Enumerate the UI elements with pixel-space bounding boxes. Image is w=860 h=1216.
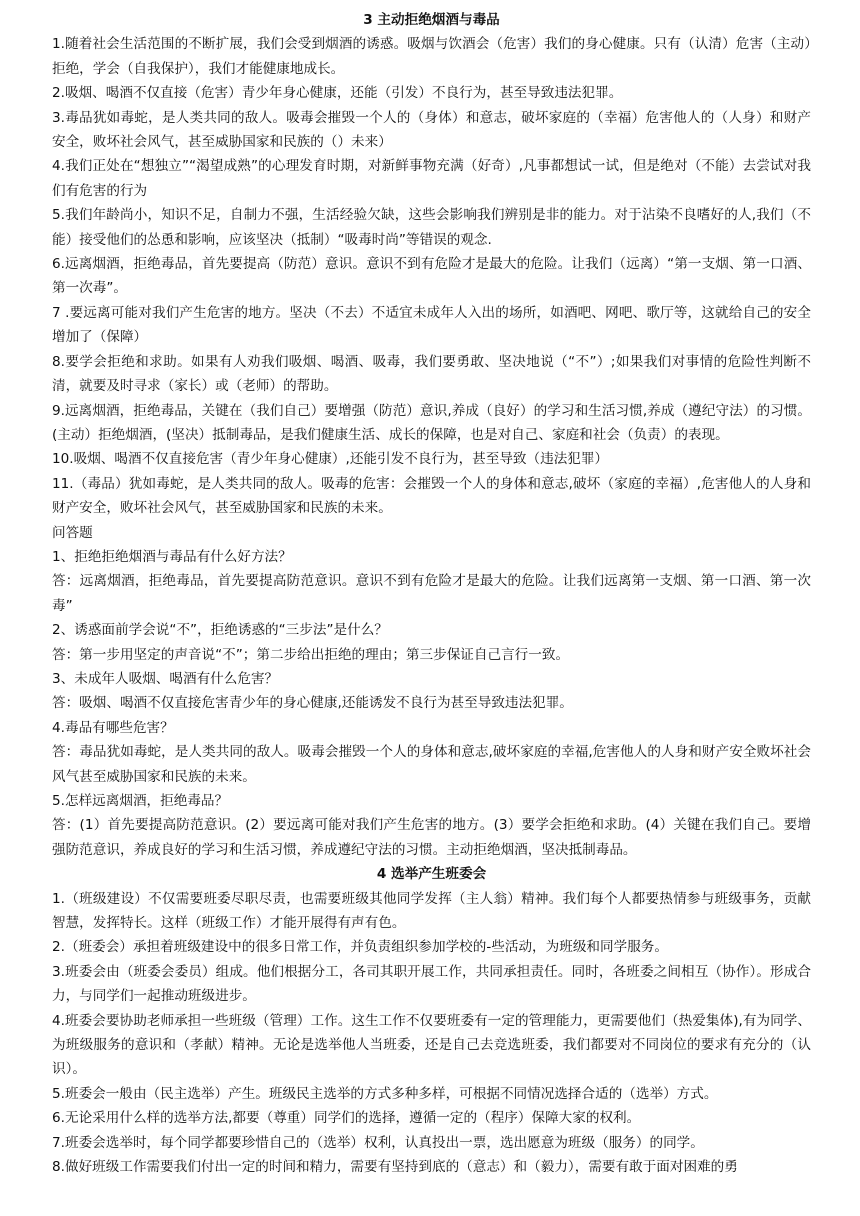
- qa-list: [52, 545, 811, 862]
- qa-question: 4.毒品有哪些危害？: [52, 719, 174, 736]
- section-4-title: 4 选举产生班委会: [376, 866, 487, 883]
- section-4-item: 3.班委会由（班委会委员）组成。他们根据分工，各司其职开展工作，共同承担责任。同时，各班委之间相互（协作）。形成合力，与同学们一起推动班级进步。: [52, 963, 811, 1005]
- section-3-item: 10.吸烟、喝酒不仅直接危害（青少年身心健康）,还能引发不良行为，甚至导致（违法犯罪）: [52, 451, 609, 468]
- section-3-item: 6.远离烟酒，拒绝毒品，首先要提高（防范）意识。意识不到有危险才是最大的危险。让我们（远离）“第一支烟、第一口酒、第一次毒”。: [52, 256, 811, 297]
- section-4-items: [52, 887, 811, 1180]
- qa-heading: 问答题: [52, 524, 93, 541]
- section-4-item: 6.无论采用什么样的选举方法,都要（尊重）同学们的选择，遵循一定的（程序）保障大家的权利。: [52, 1110, 641, 1127]
- section-4-item: 8.做好班级工作需要我们付出一定的时间和精力，需要有坚持到底的（意志）和（毅力），需要有敢于面对困难的勇: [52, 1159, 738, 1176]
- qa-question: 1、拒绝拒绝烟酒与毒品有什么好方法？: [52, 548, 292, 565]
- section-3-item: 9.远离烟酒，拒绝毒品，关键在（我们自己）要增强（防范）意识,养成（良好）的学习和生活习惯,养成（遵纪守法）的习惯。(主动）拒绝烟酒，(坚决）抵制毒品，是我们健康生活、成长的保障，也是对自己、家庭和社会（负责）的表现。: [52, 402, 811, 443]
- qa-answer: 答：毒品犹如毒蛇，是人类共同的敌人。吸毒会摧毁一个人的身体和意志,破坏家庭的幸福,危害他人的人身和财产安全败坏社会风气甚至威胁国家和民族的未来。: [52, 744, 811, 785]
- section-3-title: 3 主动拒绝烟酒与毒品: [363, 12, 500, 28]
- qa-answer: 答：(1）首先要提高防范意识。(2）要远离可能对我们产生危害的地方。(3）要学会拒绝和求助。(4）关键在我们自己。要增强防范意识，养成良好的学习和生活习惯，养成遵纪守法的习惯。主动拒绝烟酒，坚决抵制毒品。: [52, 817, 811, 858]
- qa-answer: 答：远离烟酒，拒绝毒品，首先要提高防范意识。意识不到有危险才是最大的危险。让我们远离第一支烟、第一口酒、第一次毒”: [52, 573, 811, 614]
- section-3-item: 2.吸烟、喝酒不仅直接（危害）青少年身心健康，还能（引发）不良行为，甚至导致违法犯罪。: [52, 85, 623, 102]
- section-3-item: 8.要学会拒绝和求助。如果有人劝我们吸烟、喝酒、吸毒，我们要勇敢、坚决地说（“不”）;如果我们对事情的危险性判断不清，就要及时寻求（家长）或（老师）的帮助。: [52, 353, 811, 395]
- section-4-item: 2.（班委会）承担着班级建设中的很多日常工作，并负责组织参加学校的-些活动，为班级和同学服务。: [52, 939, 668, 956]
- section-3-item: 5.我们年龄尚小，知识不足，自制力不强，生活经验欠缺，这些会影响我们辨别是非的能力。对于沾染不良嗜好的人,我们（不能）接受他们的怂恿和影响，应该坚决（抵制）“吸毒时尚”等错误的观念.: [52, 207, 811, 248]
- section-3-item: 1.随着社会生活范围的不断扩展，我们会受到烟酒的诱惑。吸烟与饮酒会（危害）我们的身心健康。只有（认清）危害（主动）拒绝，学会（自我保护），我们才能健康地成长。: [52, 36, 811, 77]
- section-3-items: [52, 32, 811, 520]
- section-4-item: 4.班委会要协助老师承担一些班级（管理）工作。这生工作不仅要班委有一定的管理能力，更需要他们（热爱集体),有为同学、为班级服务的意识和（孝献）精神。无论是选举他人当班委，还是自己去竞选班委，我们都要对不同岗位的要求有充分的（认识）。: [52, 1012, 811, 1078]
- section-3-item: 11.（毒品）犹如毒蛇，是人类共同的敌人。吸毒的危害：会摧毁一个人的身体和意志,破坏（家庭的幸福）,危害他人的人身和财产安全，败坏社会风气，甚至威胁国家和民族的未来。: [52, 475, 811, 517]
- qa-question: 5.怎样远离烟酒，拒绝毒品？: [52, 793, 229, 809]
- qa-question: 3、未成年人吸烟、喝酒有什么危害？: [52, 670, 279, 687]
- section-4-item: 1.（班级建设）不仅需要班委尽职尽责，也需要班级其他同学发挥（主人翁）精神。我们每个人都要热情参与班级事务，贡献智慧，发挥特长。这样（班级工作）才能开展得有声有色。: [52, 890, 811, 932]
- section-3-item: 7 .要远离可能对我们产生危害的地方。坚决（不去）不适宜未成年人入出的场所，如酒吧、网吧、歌厅等，这就给自己的安全增加了（保障）: [52, 304, 811, 346]
- qa-question: 2、诱惑面前学会说“不”，拒绝诱惑的“三步法”是什么？: [52, 622, 388, 639]
- section-3-item: 4.我们正处在“想独立”“渴望成熟”的心理发育时期，对新鲜事物充满（好奇）,凡事都想试一试，但是绝对（不能）去尝试对我们有危害的行为: [52, 158, 811, 199]
- section-4-item: 5.班委会一般由（民主选举）产生。班级民主选举的方式多种多样，可根据不同情况选择合适的（选举）方式。: [52, 1085, 718, 1102]
- qa-answer: 答：吸烟、喝酒不仅直接危害青少年的身心健康,还能诱发不良行为甚至导致违法犯罪。: [52, 695, 573, 712]
- qa-answer: 答：第一步用坚定的声音说“不”；第二步给出拒绝的理由；第三步保证自己言行一致。: [52, 646, 570, 663]
- section-4-item: 7.班委会选举时，每个同学都要珍惜自己的（选举）权利，认真投出一票，选出愿意为班级（服务）的同学。: [52, 1134, 704, 1151]
- section-3-item: 3.毒品犹如毒蛇，是人类共同的敌人。吸毒会摧毁一个人的（身体）和意志，破坏家庭的（幸福）危害他人的（人身）和财产安全，败坏社会风气，甚至威胁国家和民族的（）未来）: [52, 109, 811, 151]
